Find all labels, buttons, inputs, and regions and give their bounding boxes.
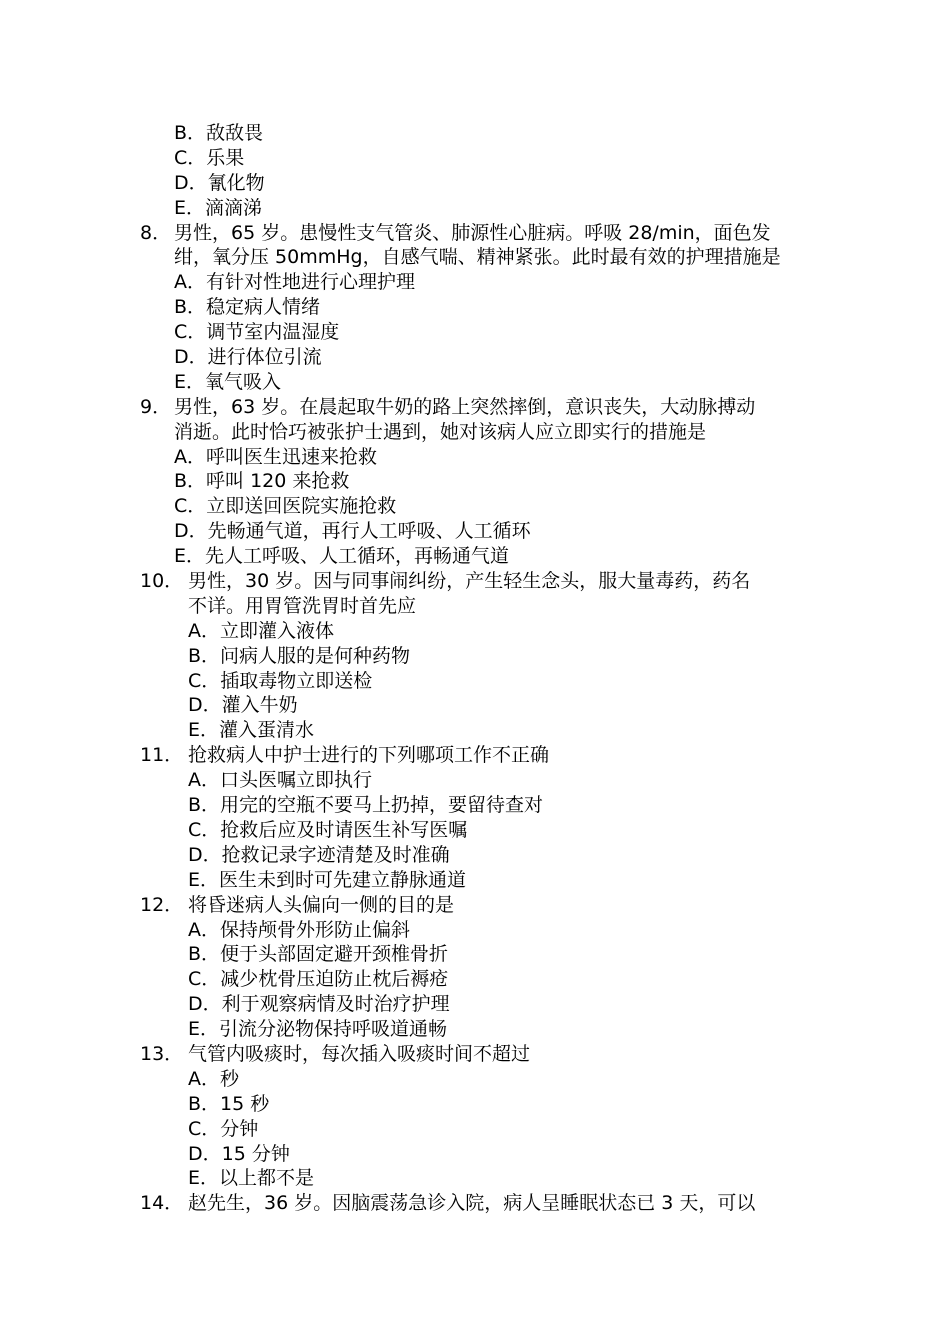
option-line: C．立即送回医院实施抢救 xyxy=(174,495,397,518)
question-text: 赵先生，36 岁。因脑震荡急诊入院，病人呈睡眠状态已 3 天，可以 xyxy=(188,1192,756,1215)
question-text: 男性，65 岁。患慢性支气管炎、肺源性心脏病。呼吸 28/min，面色发 xyxy=(174,221,771,244)
question-number: 12． xyxy=(140,893,184,916)
option-line: E．灌入蛋清水 xyxy=(188,719,315,742)
question-text-continued: 不详。用胃管洗胃时首先应 xyxy=(188,594,417,617)
question-14-stem xyxy=(0,1191,950,1216)
option-line: D．灌入牛奶 xyxy=(188,694,298,717)
option-line: C．乐果 xyxy=(174,146,245,169)
option-line: C．调节室内温湿度 xyxy=(174,321,340,344)
option-line: D．利于观察病情及时治疗护理 xyxy=(188,993,450,1016)
option-line: E．医生未到时可先建立静脉通道 xyxy=(188,868,467,891)
question-number: 14． xyxy=(140,1192,184,1215)
option-line: E．以上都不是 xyxy=(188,1167,315,1190)
option-line: A．呼叫医生迅速来抢救 xyxy=(174,445,377,468)
option-line: D．进行体位引流 xyxy=(174,346,322,369)
question-12-stem xyxy=(0,893,950,918)
question-9-stem xyxy=(0,395,950,420)
question-text: 气管内吸痰时，每次插入吸痰时间不超过 xyxy=(188,1042,531,1065)
option-line: C．减少枕骨压迫防止枕后褥疮 xyxy=(188,968,449,991)
option-line: E．滴滴涕 xyxy=(174,196,263,219)
option-line: E．引流分泌物保持呼吸道通畅 xyxy=(188,1018,448,1041)
option-line: C．抢救后应及时请医生补写医嘱 xyxy=(188,818,468,841)
question-text: 抢救病人中护士进行的下列哪项工作不正确 xyxy=(188,744,550,767)
option-line: D．15 分钟 xyxy=(188,1142,290,1165)
question-number: 10． xyxy=(140,570,184,593)
option-line: A．立即灌入液体 xyxy=(188,619,334,642)
question-10-stem xyxy=(0,569,950,594)
question-13-stem xyxy=(0,1042,950,1067)
option-line: C．分钟 xyxy=(188,1117,259,1140)
option-line: B．呼叫 120 来抢救 xyxy=(174,470,350,493)
option-line: B．便于头部固定避开颈椎骨折 xyxy=(188,943,449,966)
question-number: 11． xyxy=(140,744,184,767)
option-line: B．15 秒 xyxy=(188,1092,270,1115)
question-number: 13． xyxy=(140,1042,184,1065)
question-text: 男性，30 岁。因与同事闹纠纷，产生轻生念头，服大量毒药，药名 xyxy=(188,570,751,593)
option-line: B．稳定病人情绪 xyxy=(174,296,321,319)
option-line: B．敌敌畏 xyxy=(174,122,264,144)
option-line: E．先人工呼吸、人工循环，再畅通气道 xyxy=(174,545,510,568)
option-line: A．有针对性地进行心理护理 xyxy=(174,271,415,294)
option-line: D．氰化物 xyxy=(174,171,265,194)
option-line: A．秒 xyxy=(188,1067,239,1090)
option-line: A．保持颅骨外形防止偏斜 xyxy=(188,918,410,941)
question-text-continued: 绀，氧分压 50mmHg，自感气喘、精神紧张。此时最有效的护理措施是 xyxy=(174,246,781,269)
question-number: 9． xyxy=(140,395,172,418)
question-8-stem xyxy=(0,221,950,246)
option-line: E．氧气吸入 xyxy=(174,370,282,393)
option-line: A．口头医嘱立即执行 xyxy=(188,769,372,792)
option-line: D．抢救记录字迹清楚及时准确 xyxy=(188,843,450,866)
option-line: D．先畅通气道，再行人工呼吸、人工循环 xyxy=(174,520,531,543)
option-line: B．问病人服的是何种药物 xyxy=(188,644,411,667)
question-11-stem xyxy=(0,743,950,768)
question-list xyxy=(0,121,950,1216)
option-line: C．插取毒物立即送检 xyxy=(188,669,373,692)
question-text-continued: 消逝。此时恰巧被张护士遇到，她对该病人应立即实行的措施是 xyxy=(174,420,707,443)
question-text: 将昏迷病人头偏向一侧的目的是 xyxy=(188,893,455,916)
question-text: 男性，63 岁。在晨起取牛奶的路上突然摔倒，意识丧失，大动脉搏动 xyxy=(174,395,756,418)
option-line: B．用完的空瓶不要马上扔掉，要留待查对 xyxy=(188,794,544,817)
question-number: 8． xyxy=(140,221,172,244)
